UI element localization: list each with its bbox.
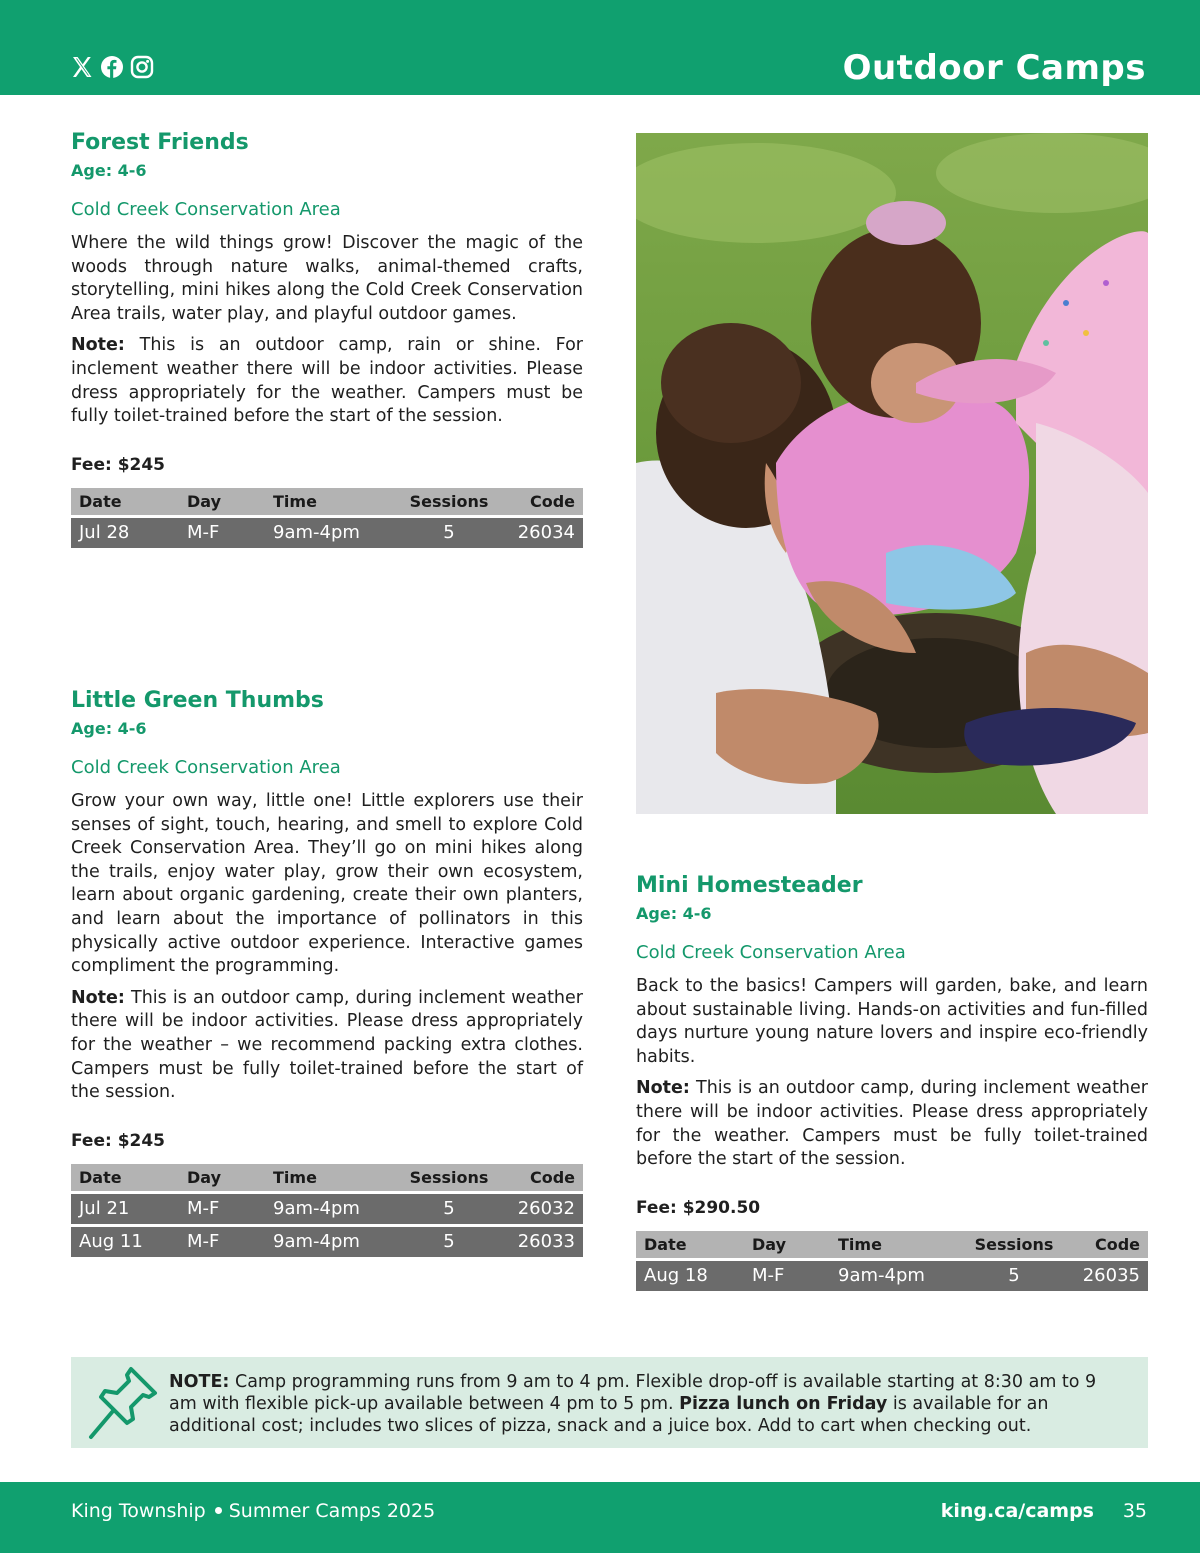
table-header-row: [71, 1164, 583, 1191]
col-day: Day: [744, 1231, 830, 1258]
camp-title: Little Green Thumbs: [71, 688, 324, 713]
camp-age: Age: 4-6: [71, 719, 147, 738]
cell-sessions: 5: [397, 1227, 501, 1257]
note-label: Note:: [71, 987, 125, 1008]
camp-title: Forest Friends: [71, 130, 249, 155]
page-header: [0, 0, 1200, 95]
instagram-icon[interactable]: [130, 55, 154, 79]
note-label: Note:: [636, 1078, 690, 1099]
note-text: This is an outdoor camp, during inclement weather there will be indoor activities. Please dress appropriately for the weather. Campers must be fully toilet-trained before the start of the session.: [636, 1078, 1148, 1170]
table-header-row: [71, 488, 583, 515]
col-sessions: Sessions: [962, 1231, 1066, 1258]
camp-fee: Fee: $245: [71, 1130, 166, 1151]
cell-time: 9am-4pm: [265, 518, 397, 548]
col-date: Date: [71, 488, 179, 515]
schedule-table: [71, 1161, 583, 1260]
cell-day: M-F: [179, 1194, 265, 1224]
camp-mini-homesteader: [636, 872, 1148, 1294]
camp-note: [636, 1077, 1148, 1171]
camp-location: Cold Creek Conservation Area: [71, 199, 341, 220]
camp-note: [71, 987, 583, 1105]
cell-code: 26032: [501, 1194, 583, 1224]
col-day: Day: [179, 1164, 265, 1191]
pushpin-icon: [85, 1361, 163, 1443]
social-links: [70, 55, 154, 79]
cell-date: Jul 28: [71, 518, 179, 548]
table-row: [71, 1194, 583, 1224]
col-day: Day: [179, 488, 265, 515]
camp-description: Where the wild things grow! Discover the magic of the woods through nature walks, animal-themed crafts, storytelling, mini hikes along the Cold Creek Conservation Area trails, water play, and playful outdoor games.: [71, 233, 583, 324]
notice-text-part2: is available for an additional cost; includes two slices of pizza, snack and a juice box. Add to cart when checking out.: [169, 1394, 1049, 1436]
camp-note: [71, 334, 583, 428]
cell-day: M-F: [179, 518, 265, 548]
table-row: [636, 1261, 1148, 1291]
notice-text: [169, 1371, 1129, 1437]
cell-day: M-F: [179, 1227, 265, 1257]
col-code: Code: [501, 488, 583, 515]
children-digging-photo: [636, 133, 1148, 814]
col-date: Date: [636, 1231, 744, 1258]
cell-code: 26035: [1066, 1261, 1148, 1291]
camp-location: Cold Creek Conservation Area: [636, 942, 906, 963]
notice-text-part1: Camp programming runs from 9 am to 4 pm. Flexible drop-off is available starting at 8:30 am to 9 am with flexible pick-up available between 4 pm to 5 pm.: [169, 1372, 1097, 1414]
footer-url[interactable]: king.ca/camps: [940, 1500, 1094, 1522]
camp-forest-friends: [71, 129, 583, 551]
col-date: Date: [71, 1164, 179, 1191]
x-icon[interactable]: [70, 55, 94, 79]
col-time: Time: [830, 1231, 962, 1258]
col-sessions: Sessions: [397, 488, 501, 515]
cell-sessions: 5: [397, 518, 501, 548]
cell-sessions: 5: [397, 1194, 501, 1224]
table-row: [71, 518, 583, 548]
note-label: Note:: [71, 335, 125, 356]
camp-age: Age: 4-6: [636, 904, 712, 923]
cell-date: Aug 18: [636, 1261, 744, 1291]
camp-fee: Fee: $245: [71, 454, 166, 475]
camp-description: Grow your own way, little one! Little explorers use their senses of sight, touch, hearing, and smell to explore Cold Creek Conservation Area. They’ll go on mini hikes along the trails, enjoy water play, grow their own ecosystem, learn about organic gardening, create their own planters, and learn about the importance of pollinators in this physically active outdoor experience. Interactive games compliment the programming.: [71, 791, 583, 977]
camp-age: Age: 4-6: [71, 161, 147, 180]
cell-code: 26034: [501, 518, 583, 548]
col-time: Time: [265, 1164, 397, 1191]
page-title: Outdoor Camps: [842, 48, 1146, 88]
footer-publication: [71, 1500, 435, 1522]
note-text: This is an outdoor camp, during inclement weather there will be indoor activities. Please dress appropriately for the weather – we recommend packing extra clothes. Campers must be fully toilet-trained before the start of the session.: [71, 987, 583, 1103]
cell-date: Aug 11: [71, 1227, 179, 1257]
cell-time: 9am-4pm: [265, 1227, 397, 1257]
footer-org: King Township: [71, 1500, 206, 1522]
camp-location: Cold Creek Conservation Area: [71, 757, 341, 778]
cell-date: Jul 21: [71, 1194, 179, 1224]
note-text: This is an outdoor camp, rain or shine. For inclement weather there will be indoor activities. Please dress appropriately for the weather. Campers must be fully toilet-trained before the start of the session.: [71, 335, 583, 427]
camp-photo: [636, 133, 1148, 814]
camp-description: Back to the basics! Campers will garden, bake, and learn about sustainable living. Hands-on activities and fun-filled days nurture young nature lovers and inspire eco-friendly habits.: [636, 976, 1148, 1067]
col-sessions: Sessions: [397, 1164, 501, 1191]
cell-time: 9am-4pm: [830, 1261, 962, 1291]
schedule-table: [636, 1228, 1148, 1294]
cell-day: M-F: [744, 1261, 830, 1291]
bullet-icon: [215, 1507, 222, 1514]
col-code: Code: [1066, 1231, 1148, 1258]
notice-bold: Pizza lunch on Friday: [679, 1394, 888, 1414]
col-code: Code: [501, 1164, 583, 1191]
camp-fee: Fee: $290.50: [636, 1197, 761, 1218]
cell-time: 9am-4pm: [265, 1194, 397, 1224]
page-number: 35: [1122, 1500, 1147, 1522]
table-row: [71, 1227, 583, 1257]
schedule-table: [71, 485, 583, 551]
camp-title: Mini Homesteader: [636, 873, 863, 898]
facebook-icon[interactable]: [100, 55, 124, 79]
notice-label: NOTE:: [169, 1372, 230, 1392]
cell-sessions: 5: [962, 1261, 1066, 1291]
camp-little-green-thumbs: [71, 687, 583, 1260]
page-footer: [0, 1482, 1200, 1553]
table-header-row: [636, 1231, 1148, 1258]
cell-code: 26033: [501, 1227, 583, 1257]
footer-title: Summer Camps 2025: [228, 1500, 436, 1522]
notice-box: [71, 1357, 1148, 1448]
col-time: Time: [265, 488, 397, 515]
